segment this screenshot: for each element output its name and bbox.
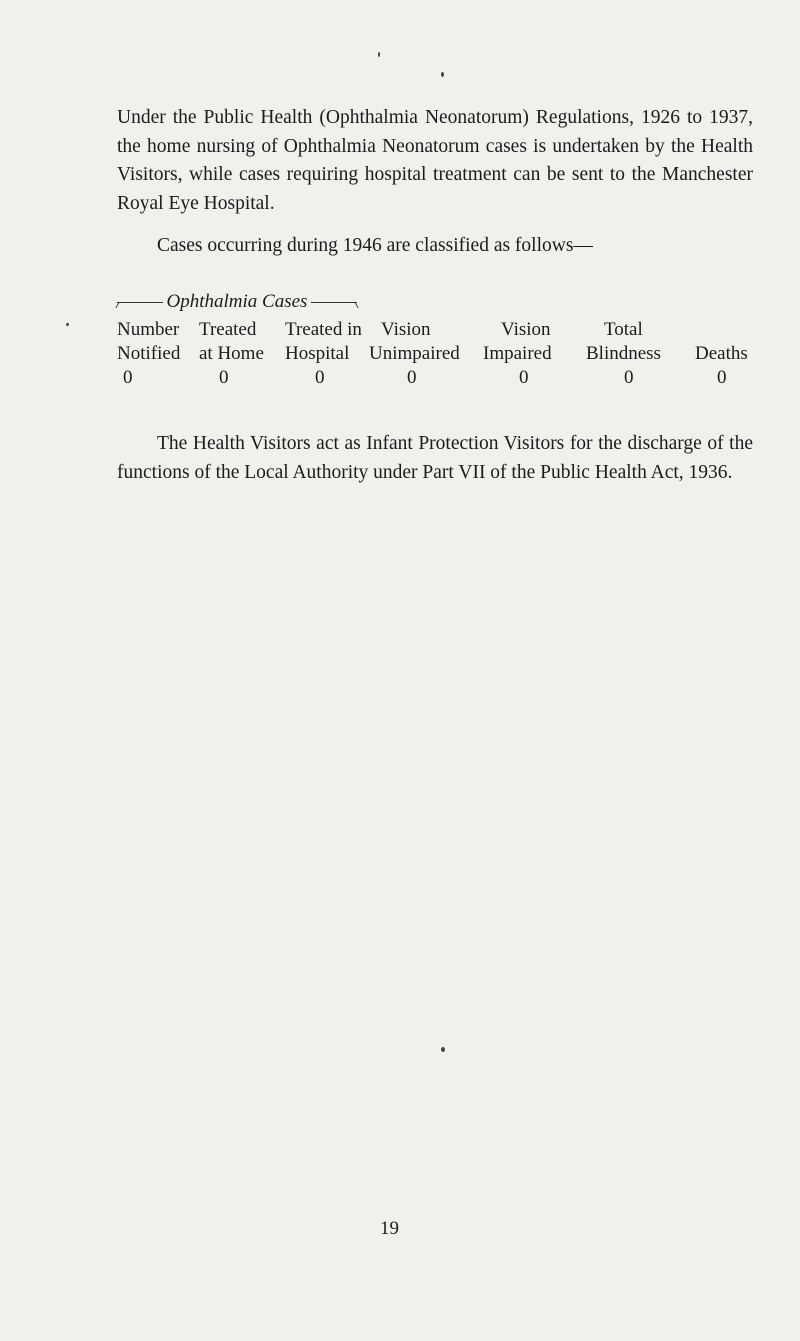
scan-speck: [441, 72, 444, 77]
intro-paragraph: Under the Public Health (Ophthalmia Neonatorum) Regulations, 1926 to 1937, the home nursing of Ophthalmia Neonatorum cases is undertaken by the Health Visitors, while cases requiring hospital treatment can be sent to the Manchester Royal Eye Hospital.: [117, 107, 753, 214]
classification-paragraph: Cases occurring during 1946 are classified as follows—: [157, 235, 593, 256]
column-header-line1: Vision: [501, 319, 551, 340]
page-number: 19: [380, 1218, 399, 1239]
column-value: 0: [624, 367, 634, 388]
brace-left: [117, 302, 163, 303]
column-header-line2: Impaired: [483, 343, 552, 364]
group-heading-label: Ophthalmia Cases: [166, 291, 308, 312]
column-value: 0: [407, 367, 417, 388]
column-header-line1: Treated in: [285, 319, 362, 340]
column-header-line1: Total: [604, 319, 643, 340]
column-header-line2: Deaths: [695, 343, 748, 364]
column-header-line2: Blindness: [586, 343, 661, 364]
column-header-line1: [695, 318, 748, 342]
column-header-line2: Unimpaired: [369, 343, 460, 364]
column-value: 0: [219, 367, 229, 388]
column-total-blindness: [586, 318, 661, 390]
column-value: 0: [717, 367, 727, 388]
group-heading: [117, 290, 357, 314]
column-treated-in-hospital: [285, 318, 362, 390]
scan-speck: [441, 1047, 445, 1052]
column-header-line2: Notified: [117, 343, 181, 364]
column-vision-unimpaired: [369, 318, 460, 390]
column-value: 0: [315, 367, 325, 388]
column-value: 0: [519, 367, 529, 388]
column-header-line2: Hospital: [285, 343, 350, 364]
column-number-notified: [117, 318, 180, 390]
column-vision-impaired: [483, 318, 552, 390]
column-header-line1: Vision: [381, 319, 431, 340]
column-header-line2: at Home: [199, 343, 264, 364]
column-deaths: [695, 318, 748, 390]
column-header-line1: Number: [117, 319, 180, 340]
scan-speck: [66, 323, 69, 326]
column-header-line1: Treated: [199, 319, 257, 340]
scan-speck: [378, 52, 380, 57]
column-treated-at-home: [199, 318, 264, 390]
brace-right: [311, 302, 357, 303]
infant-protection-paragraph: The Health Visitors act as Infant Protection Visitors for the discharge of the functions of the Local Authority under Part VII of the Public Health Act, 1936.: [117, 433, 753, 483]
column-value: 0: [123, 367, 133, 388]
